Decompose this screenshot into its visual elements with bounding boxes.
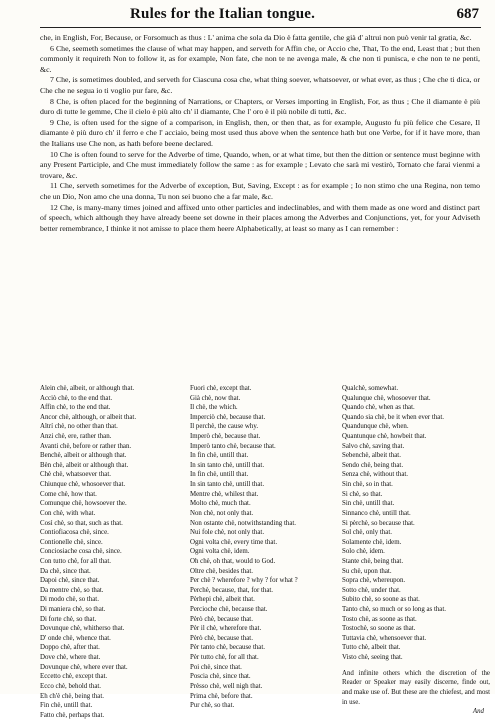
word-entry: Si pèrchè, so because that. <box>342 519 415 527</box>
word-entry: Dovunque chè, where ever that. <box>40 663 128 671</box>
word-entry: Dapoi chè, since that. <box>40 577 100 585</box>
paragraph-continuation: che, in English, For, Because, or Forsomuch as thus : L' anima che sola da Dio è fatta gentile, che già d' altrui non può venir tal gratia, &c. <box>40 33 472 42</box>
word-entry: Tostochè, so soone as that. <box>342 625 416 633</box>
word-entry: Stante chè, being that. <box>342 557 404 565</box>
word-entry: Il perchè, the cause why. <box>190 423 259 431</box>
word-column-2 <box>190 384 342 711</box>
word-entry: Tanto chè, so much or so long as that. <box>342 606 447 614</box>
word-entry: Pèrò chè, because that. <box>190 615 253 623</box>
word-entry: Così chè, so that, such as that. <box>40 519 123 527</box>
word-entry: Fuori chè, except that. <box>190 385 252 392</box>
word-entry: Anzi chè, ere, rather than. <box>40 433 112 441</box>
body-text <box>40 33 480 234</box>
word-entry: Ogni volta chè, idem. <box>190 548 250 556</box>
word-entry: Tuttavia chè, whensoever that. <box>342 634 427 642</box>
word-entry: Altrí chè, no other than that. <box>40 423 118 431</box>
word-entry: Nui fole chè, not only that. <box>190 529 265 537</box>
word-entry: Quantunque chè, howbeit that. <box>342 433 427 441</box>
word-entry: Sebenchè, albeit that. <box>342 452 401 460</box>
word-entry: Quando sia chè, be it when ever that. <box>342 413 444 421</box>
word-entry: In fin chè, untill that. <box>190 452 249 460</box>
word-entry: Poi chè, since that. <box>190 663 242 671</box>
page-number: 687 <box>456 6 479 22</box>
closing-note-text: And infinite others which the discretion of the Reader or Speaker may easily discerne, finde out, and make use of. But these are the chiefest, and most in use. <box>342 669 490 706</box>
word-column-3 <box>342 384 490 717</box>
word-entry: Oh chè, oh that, would to God. <box>190 557 276 565</box>
word-entry: Sin chè, so in that. <box>342 481 393 489</box>
paragraph-9: 9 Che, is often used for the signe of a comparison, in English, then, or then that, as for example, Augusto fu più felice che Cesare, Il diamante è più duro ch' il ferro e che l' acciaio, being most used thus above when the sentence hath but one Verbe, for if it have more, than the Italians use Che non, as hath before beene declared. <box>40 117 480 148</box>
closing-note <box>342 669 490 708</box>
word-entry: Chiunque chè, whosoever that. <box>40 481 126 489</box>
word-entry: Contiofiacosa chè, since. <box>40 529 109 537</box>
word-entry: Subito chè, so soone as that. <box>342 596 420 604</box>
word-entry: D' onde chè, whence that. <box>40 634 111 642</box>
word-entry: Ancor chè, although, or albeit that. <box>40 413 137 421</box>
word-entry: Pèr tanto chè, because that. <box>190 644 265 652</box>
word-entry: Contionelle chè, since. <box>40 538 103 546</box>
word-entry: Su chè, upon that. <box>342 567 392 575</box>
word-entry: Con tutto chè, for all that. <box>40 557 111 565</box>
word-entry: Quandunque chè, when. <box>342 423 409 431</box>
word-entry: Fatto chè, perhaps that. <box>40 711 105 719</box>
word-entry: Percioche chè, because that. <box>190 606 268 614</box>
word-entry: Tosto chè, as soone as that. <box>342 615 417 623</box>
paragraph-7: 7 Che, is sometimes doubled, and serveth for Ciascuna cosa che, what thing soever, whatsoever, or what ever, as thus ; Che che ti dica, or Che che ne segua io ti voglio pur fare, &c. <box>40 75 480 95</box>
word-entry: Oltre chè, besides that. <box>190 567 253 575</box>
word-entry: Perchè, because, that, for that. <box>190 586 274 594</box>
word-entry: Salvo chè, saving that. <box>342 442 405 450</box>
word-entry: Prèsso chè, well nigh that. <box>190 682 263 690</box>
word-entry: Sendo chè, being that. <box>342 461 404 469</box>
word-entry: Ecco chè, behold that. <box>40 682 102 690</box>
word-entry: Non chè, not only that. <box>190 509 254 517</box>
word-entry: Con chè, with what. <box>40 509 96 517</box>
word-entry: Sinnanco chè, untill that. <box>342 509 411 517</box>
word-entry: Qualchè, somewhat. <box>342 385 399 392</box>
word-entry: Molto chè, much that. <box>190 500 251 508</box>
word-entry: Di maniera chè, so that. <box>40 606 106 614</box>
word-entry: Già chè, now that. <box>190 394 241 402</box>
word-entry: Eccetto chè, except that. <box>40 673 108 681</box>
word-entry: Visto chè, seeing that. <box>342 654 403 662</box>
word-entry: Conciosiache cosa chè, since. <box>40 548 122 556</box>
paragraph-6: 6 Che, seemeth sometimes the clause of what may happen, and serveth for Affin che, or Accio che, That, To the end, Least that ; but then commonly it requireth Non to follow it, as for example, Non fate, che non te ne avenga male, & che non ti punisca, e che non te ne penti, &c. <box>40 43 480 74</box>
word-entry: Dovunque chè, whitherso that. <box>40 625 125 633</box>
word-entry: Come chè, how that. <box>40 490 97 498</box>
word-entry: Senza chè, without that. <box>342 471 409 479</box>
word-entry: Eh ch'è chè, being that. <box>40 692 104 700</box>
word-entry: Alein chè, albeit, or although that. <box>40 385 135 392</box>
paragraph-8: 8 Che, is often placed for the beginning of Narrations, or Chapters, or Verses importing in English, For, as thus ; Che il diamante è più duro di tutte le gemme, Che il cielo è più alto ch' il diamante, Che l' oro è il più nobile di tutti, &c. <box>40 96 480 117</box>
word-entry: Da chè, since that. <box>40 567 91 575</box>
word-entry: Solamente chè, idem. <box>342 538 402 546</box>
word-entry: Per chè ? wherefore ? why ? for what ? <box>190 577 298 585</box>
word-entry: Quando chè, when as that. <box>342 404 415 412</box>
word-entry: Benchè, albeit or although that. <box>40 452 127 460</box>
paragraph-11: 11 Che, serveth sometimes for the Adverbe of exception, But, Saving, Except : as for example ; Io non stimo che una Regina, non temo che un Dio, Non amo che una donna, Tu non sei buono che a far male, &c. <box>40 181 480 201</box>
paragraph-10: 10 Che is often found to serve for the Adverbe of time, Quando, when, or at what time, but then the dittion or sentence must beginne with any Present Participle, and Che must immediately follow the same : as for example ; Levato che sarà mi vestirò, Tornato che farai vienmi a trovare, &c. <box>40 149 480 180</box>
word-entry: Bèn chè, albeit or although that. <box>40 461 129 469</box>
header-title: Rules for the Italian tongue. <box>130 6 316 22</box>
word-entry: Pèrò chè, because that. <box>190 634 253 642</box>
word-entry: Imperò tanto chè, because that. <box>190 442 276 450</box>
word-entry: Avanti chè, before or rather than. <box>40 442 132 450</box>
running-header <box>40 5 481 28</box>
word-entry: Tutto chè, albeit that. <box>342 644 401 652</box>
word-entry: Imperciò chè, because that. <box>190 413 266 421</box>
word-entry: Pèr tutto chè, for all that. <box>190 654 259 662</box>
word-entry: Imperò chè, because that. <box>190 433 261 441</box>
word-entry: Acciò chè, to the end that. <box>40 394 113 402</box>
word-entry: Fin chè, untill that. <box>40 702 93 710</box>
word-entry: Solo chè, idem. <box>342 548 385 556</box>
word-entry: In sin tanto chè, untill that. <box>190 481 265 489</box>
word-entry: Si chè, so that. <box>342 490 383 498</box>
catchword: And <box>472 708 484 716</box>
word-entry: Il chè, the which. <box>190 404 238 412</box>
word-entry: Da mentre chè, so that. <box>40 586 104 594</box>
word-entry: Dove chè, where that. <box>40 654 101 662</box>
word-entry: Pèrhepi chè, albeit that. <box>190 596 255 604</box>
word-entry: Chè chè, whatsoever that. <box>40 471 111 479</box>
word-entry: Doppo chè, after that. <box>40 644 100 652</box>
word-entry: Sin chè, untill that. <box>342 500 395 508</box>
word-entry: Pèr il chè, wherefore that. <box>190 625 262 633</box>
word-entry: Poscia chè, since that. <box>190 673 251 681</box>
word-entry: Prima chè, before that. <box>190 692 253 700</box>
word-entry: Non ostante chè, notwithstanding that. <box>190 519 297 527</box>
word-column-1 <box>40 384 188 720</box>
word-entry: Di modo chè, so that. <box>40 596 99 604</box>
paragraph-12: 12 Che, is many-many times joined and affixed unto other particles and indeclinables, and with them made as one word and distinct part of speech, which although they have already beene set downe in their places among the Adverbes and Conjunctions, yet, for your Adviseth better remembrance, I thinke it not amisse to place them heere Alphabetically, at least so many as I can remember : <box>40 202 480 233</box>
word-entry: Sol chè, only that. <box>342 529 392 537</box>
word-entry: In sin tanto chè, untill that. <box>190 461 265 469</box>
word-entry: Mentre chè, whilest that. <box>190 490 259 498</box>
word-entry: Ogni volta chè, every time that. <box>190 538 278 546</box>
word-entry: Affin chè, to the end that. <box>40 404 111 412</box>
word-entry: Qualunque chè, whosoever that. <box>342 394 431 402</box>
word-entry: Sopra chè, whereupon. <box>342 577 406 585</box>
word-entry: Di forte chè, so that. <box>40 615 97 623</box>
word-entry: Pur chè, so that. <box>190 702 235 710</box>
word-entry: Sotto chè, under that. <box>342 586 401 594</box>
word-entry: In fin chè, untill that. <box>190 471 249 479</box>
word-entry: Comunque chè, howsoever the. <box>40 500 127 508</box>
